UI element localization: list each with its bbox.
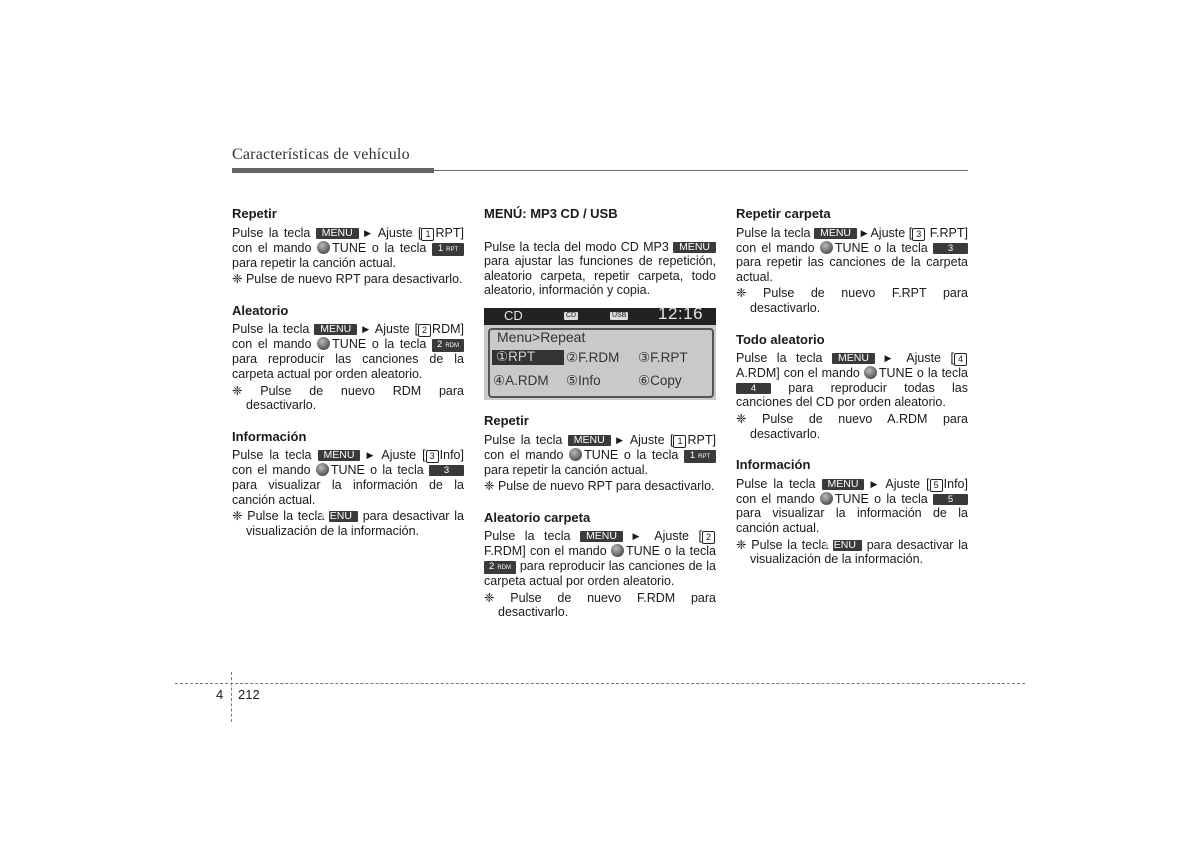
preset-key-5: 5 [933,494,968,505]
section-aleatorio-carpeta [484,511,716,620]
header-rule [232,170,968,171]
section-heading: Repetir [232,206,277,221]
menu-key: MENU [329,511,358,522]
preset-key-3: 3 [933,243,968,254]
tune-knob-icon [569,448,582,461]
tune-knob-icon [316,463,329,476]
number-3-icon: 3 [912,228,925,241]
arrow-right-icon: ▶ [632,531,646,542]
section-heading: Repetir [484,412,529,428]
tune-knob-icon [611,544,624,557]
section-repetir [484,414,716,494]
number-5-icon: 5 [930,479,943,492]
page-title: Características de vehículo [232,146,410,163]
lcd-item-copy: ⑥Copy [638,372,682,388]
lcd-display [484,303,716,400]
section-heading: Todo aleatorio [736,331,825,347]
arrow-right-icon: ▶ [860,227,868,238]
preset-key-4: 4 [736,383,771,394]
arrow-right-icon: ▶ [884,353,898,364]
section-todo-aleatorio [736,333,968,442]
preset-key-2: 2 RDM [484,561,516,574]
number-4-icon: 4 [954,353,967,366]
page-header [232,146,968,164]
section-informacion [232,430,464,539]
usb-tag: USB [612,311,627,319]
paragraph: Pulse la tecla del modo CD MP3 MENU para ajustar las funciones de repetición, aleatorio carpeta, repetir carpeta, todo aleatorio, información y copia. [484,239,716,298]
note: ❈ Pulse de nuevo F.RPT para desactivarlo. [736,286,968,315]
menu-key: MENU [580,531,623,542]
paragraph: Pulse la tecla MENU ▶ Ajuste [ 2 F.RDM] con el mando TUNE o la tecla 2 RDM para reproducir las canciones de la carpeta actual por orden aleatorio. [484,529,716,588]
menu-key: MENU [568,435,611,446]
menu-key: MENU [673,242,716,253]
column-3 [736,207,968,584]
lcd-item-rpt: ①RPT [492,350,564,365]
menu-key: MENU [832,353,875,364]
menu-key: MENU [314,324,357,335]
cd-tag: CD [566,311,577,319]
menu-key: MENU [316,228,359,239]
menu-key: MENU [822,479,865,490]
paragraph: Pulse la tecla MENU ▶ Ajuste [ 1 RPT] con el mando TUNE o la tecla 1 RPT para repetir la canción actual. [484,432,716,477]
tune-knob-icon [864,366,877,379]
lcd-menu-panel [488,328,714,398]
preset-key-1: 1 RPT [432,243,464,256]
section-heading: Información [232,428,307,444]
lcd-item-frdm: ②F.RDM [566,349,620,365]
lcd-item-frpt: ③F.RPT [638,349,688,365]
column-2 [484,207,716,637]
page-number: 212 [238,687,260,702]
menu-key: MENU [318,450,361,461]
preset-key-1: 1 RPT [684,450,716,463]
footer-divider [231,672,232,722]
arrow-right-icon: ▶ [366,450,377,461]
number-1-icon: 1 [673,435,686,448]
paragraph: Pulse la tecla MENU ▶ Ajuste [ 5 Info] con el mando TUNE o la tecla 5 para visualizar la información de la canción actual. [736,476,968,535]
paragraph: Pulse la tecla MENU ▶ Ajuste [ 3 Info] con el mando TUNE o la tecla 3 para visualizar la información de la canción actual. [232,448,464,507]
menu-key: MENU [833,540,862,551]
section-repetir [232,207,464,287]
preset-key-3: 3 [429,465,464,476]
note: ❈ Pulse de nuevo F.RDM para desactivarlo. [484,590,716,620]
footer-rule [175,683,1025,684]
lcd-item-ardm: ④A.RDM [493,372,549,388]
column-1 [232,207,464,555]
arrow-right-icon: ▶ [362,324,371,335]
note: ❈ Pulse la tecla MENU para desactivar la visualización de la información. [736,537,968,567]
paragraph: Pulse la tecla MENU ▶ Ajuste [ 4 A.RDM] con el mando TUNE o la tecla 4 para reproducir todas las canciones del CD por orden aleatorio. [736,351,968,410]
arrow-right-icon: ▶ [870,478,881,489]
paragraph: Pulse la tecla MENU ▶ Ajuste [ 2 RDM] con el mando TUNE o la tecla 2 RDM para reproducir las canciones de la carpeta actual por orden aleatorio. [232,322,464,381]
number-1-icon: 1 [421,228,434,241]
note: ❈ Pulse de nuevo RPT para desactivarlo. [484,479,715,494]
paragraph: Pulse la tecla MENU ▶ Ajuste [ 1 RPT] con el mando TUNE o la tecla 1 RPT para repetir la canción actual. [232,225,464,270]
lcd-menu-path: Menu>Repeat [497,328,586,345]
tune-knob-icon [317,241,330,254]
lcd-item-info: ⑤Info [566,372,601,388]
section-repetir-carpeta [736,207,968,316]
note: ❈ Pulse de nuevo RPT para desactivarlo. [232,272,463,287]
note: ❈ Pulse la tecla MENU para desactivar la visualización de la información. [232,509,464,538]
section-informacion [736,458,968,567]
chapter-number: 4 [216,687,224,702]
note: ❈ Pulse de nuevo A.RDM para desactivarlo. [736,411,968,441]
section-heading: Aleatorio [232,302,289,318]
number-3-icon: 3 [426,450,439,463]
section-heading: MENÚ: MP3 CD / USB [484,206,618,221]
lcd-mode: CD [504,307,523,323]
section-aleatorio [232,304,464,413]
preset-key-2: 2 RDM [432,339,464,352]
tune-knob-icon [820,241,833,254]
arrow-right-icon: ▶ [364,227,374,238]
section-heading: Información [736,457,811,473]
menu-key: MENU [814,228,857,239]
number-2-icon: 2 [702,531,715,544]
paragraph: Pulse la tecla MENU ▶ Ajuste [ 3 F.RPT] con el mando TUNE o la tecla 3 para repetir las canciones de la carpeta actual. [736,225,968,284]
note: ❈ Pulse de nuevo RDM para desactivarlo. [232,383,464,413]
section-heading: Aleatorio carpeta [484,509,591,525]
tune-knob-icon [317,337,330,350]
section-heading: Repetir carpeta [736,206,831,221]
arrow-right-icon: ▶ [616,434,626,445]
tune-knob-icon [820,492,833,505]
lcd-clock: 12:16 [658,303,704,323]
number-2-icon: 2 [418,324,431,337]
